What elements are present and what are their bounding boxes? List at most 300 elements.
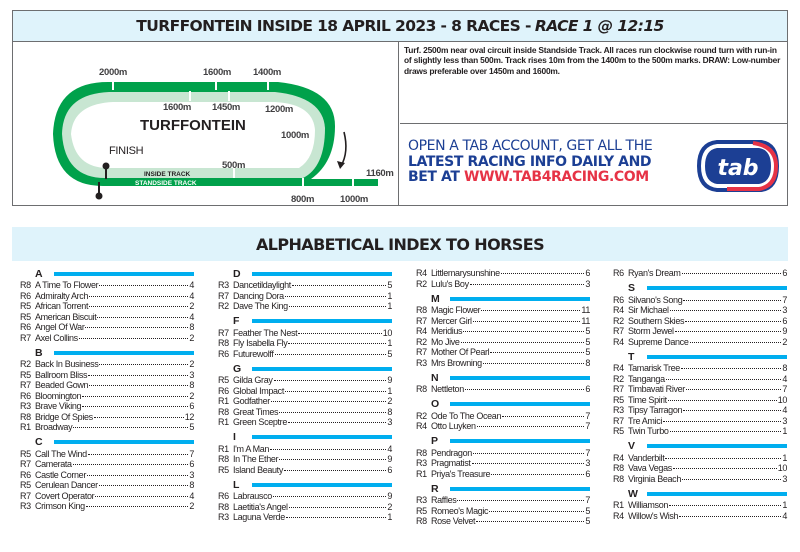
race-number: R5: [20, 480, 31, 490]
letter-heading: [613, 282, 787, 295]
horse-entry: [218, 301, 392, 312]
horse-name: Gilda Gray: [233, 375, 273, 385]
horse-name: Bridge Of Spies: [35, 411, 93, 422]
horse-name: Priya's Treasure: [431, 468, 491, 479]
horse-draw-number: 3: [189, 369, 194, 380]
horse-draw-number: 8: [782, 363, 787, 373]
dot-leader: [682, 273, 782, 274]
horse-draw-number: 5: [585, 347, 590, 357]
letter-heading: [416, 398, 590, 411]
dot-leader: [666, 379, 782, 380]
horse-name: Labrausco: [233, 491, 272, 501]
horse-name: Dave The King: [233, 301, 288, 311]
horse-entry: [218, 349, 392, 360]
dot-leader: [675, 331, 782, 332]
race-number: R8: [416, 384, 427, 394]
letter-heading: [416, 482, 590, 495]
horse-draw-number: 12: [184, 411, 194, 422]
dot-leader: [690, 342, 782, 343]
horse-draw-number: 2: [189, 359, 194, 369]
horse-draw-number: 7: [782, 294, 787, 305]
horse-draw-number: 2: [189, 332, 194, 343]
race-number: R2: [218, 301, 229, 311]
letter-label: M: [431, 292, 440, 305]
letter-label: S: [628, 282, 636, 294]
dot-leader: [463, 331, 584, 332]
horse-entry: [218, 491, 392, 502]
horse-draw-number: 3: [782, 305, 787, 315]
index-column-4: [613, 264, 787, 521]
race-number: R8: [613, 473, 624, 484]
race-number: R6: [613, 268, 624, 278]
horse-entry: [416, 469, 590, 480]
horse-name: Laetitia's Angel: [233, 501, 288, 512]
dot-leader: [279, 412, 386, 413]
horse-name: Silvano's Song: [628, 294, 683, 305]
dot-leader: [298, 333, 381, 334]
horse-name: Beaded Gown: [35, 380, 89, 390]
letter-label: D: [233, 267, 241, 280]
horse-draw-number: 8: [189, 322, 194, 332]
race-number: R7: [218, 327, 229, 338]
track-map: [13, 42, 399, 206]
dot-leader: [288, 422, 386, 423]
horse-entry: [20, 401, 194, 412]
horse-name: Ballroom Bliss: [35, 369, 88, 380]
horse-name: Willow's Wish: [628, 510, 679, 521]
horse-draw-number: 5: [189, 422, 194, 432]
horse-name: Meridius: [431, 326, 463, 336]
horse-entry: [613, 363, 787, 374]
marker-outer-1000m: 1000m: [340, 194, 369, 205]
horse-entry: [613, 426, 787, 437]
dot-leader: [476, 521, 584, 522]
horse-draw-number: 9: [387, 454, 392, 464]
horse-name: Tanganga: [628, 373, 665, 384]
horse-draw-number: 2: [189, 501, 194, 511]
letter-divider-bar: [450, 487, 590, 491]
race-number: R8: [416, 447, 427, 458]
dot-leader: [477, 426, 585, 427]
race-number: R7: [218, 290, 229, 301]
dot-leader: [473, 321, 581, 322]
dot-leader: [99, 485, 189, 486]
horse-draw-number: 9: [782, 326, 787, 336]
horse-draw-number: 5: [387, 280, 392, 290]
race-number: R6: [613, 294, 624, 305]
horse-name: Mercer Girl: [431, 315, 472, 326]
race-number: R5: [613, 394, 624, 405]
letter-divider-bar: [450, 297, 590, 301]
svg-text:tab: tab: [717, 156, 759, 181]
horse-entry: [613, 453, 787, 464]
horse-draw-number: 4: [782, 510, 787, 521]
horse-entry: [20, 301, 194, 312]
horse-name: Mo Jive: [431, 336, 460, 347]
horse-name: Feather The Nest: [233, 327, 298, 338]
race-number: R8: [416, 305, 427, 315]
dot-leader: [681, 368, 781, 369]
horse-name: Laguna Verde: [233, 512, 285, 522]
race-number: R3: [20, 501, 31, 511]
horse-name: Romeo's Magic: [431, 505, 489, 516]
horse-draw-number: 2: [782, 336, 787, 347]
race-number: R5: [20, 311, 31, 322]
letter-label: L: [233, 478, 240, 491]
race-number: R2: [613, 373, 624, 384]
dot-leader: [670, 431, 782, 432]
race-number: R6: [218, 491, 229, 501]
horse-name: Call The Wind: [35, 448, 87, 459]
horse-draw-number: 1: [387, 385, 392, 396]
race-number: R8: [20, 411, 31, 422]
horse-entry: [20, 412, 194, 423]
letter-heading: [20, 436, 194, 449]
horse-draw-number: 1: [387, 338, 392, 348]
horse-name: Ryan's Dream: [628, 268, 681, 278]
letter-label: W: [628, 487, 638, 500]
horse-entry: [613, 374, 787, 385]
tab-logo-icon: [697, 138, 779, 194]
track-description: Turf. 2500m near oval circuit inside Standside Track. All races run clockwise round turn with run-in of slightly less than 500m. Track rises 10m from the 1400m to the 500m marks. DRAW: Low-number draws preferable over 1450m and 1600m.: [400, 42, 787, 124]
race-number: R1: [218, 396, 229, 406]
race-number: R4: [613, 363, 624, 373]
horse-name: Castle Corner: [35, 469, 86, 480]
dot-leader: [99, 364, 188, 365]
letter-divider-bar: [252, 319, 392, 323]
horse-draw-number: 6: [585, 384, 590, 394]
race-number: R6: [218, 385, 229, 396]
dot-leader: [79, 338, 189, 339]
marker-outer-2000m: 2000m: [99, 67, 128, 78]
dot-leader: [663, 421, 781, 422]
dot-leader: [686, 389, 781, 390]
horse-name: Vava Vegas: [628, 463, 672, 473]
race-number: R8: [218, 406, 229, 417]
dot-leader: [465, 389, 584, 390]
horse-name: Williamson: [628, 500, 669, 510]
race-number: R5: [613, 426, 624, 436]
marker-inner-1450m: 1450m: [212, 102, 241, 113]
horse-name: Covert Operator: [35, 490, 95, 501]
letter-heading: [613, 440, 787, 453]
dot-leader: [470, 284, 585, 285]
horse-entry: [20, 280, 194, 291]
horse-draw-number: 5: [585, 336, 590, 347]
dot-leader: [285, 296, 387, 297]
promo-line-1: OPEN A TAB ACCOUNT, GET ALL THE: [408, 138, 653, 154]
horse-draw-number: 7: [585, 495, 590, 505]
letter-divider-bar: [54, 351, 194, 355]
race-number: R1: [20, 422, 31, 432]
horse-draw-number: 6: [585, 268, 590, 278]
letter-label: B: [35, 346, 43, 359]
marker-outer-1400m: 1400m: [253, 67, 282, 78]
horse-name: Vanderbilt: [628, 452, 665, 463]
dot-leader: [292, 285, 386, 286]
dot-leader: [491, 474, 584, 475]
horse-entry: [416, 316, 590, 327]
letter-heading: [218, 431, 392, 444]
horse-entry: [20, 391, 194, 402]
horse-entry: [218, 454, 392, 465]
horse-name: Sir Michael: [628, 305, 669, 315]
race-number: R2: [416, 410, 427, 421]
horse-entry: [20, 322, 194, 333]
promo-line-3-prefix: BET AT: [408, 169, 465, 185]
horse-entry: [20, 470, 194, 481]
standside-track-label: STANDSIDE TRACK: [135, 180, 197, 187]
horse-entry: [20, 370, 194, 381]
race-number: R4: [613, 510, 624, 521]
horse-draw-number: 8: [189, 380, 194, 390]
dot-leader: [85, 327, 188, 328]
dot-leader: [489, 511, 584, 512]
horse-name: Raffles: [431, 495, 457, 505]
letter-heading: [218, 267, 392, 280]
horse-draw-number: 2: [189, 390, 194, 401]
dot-leader: [271, 401, 386, 402]
horse-draw-number: 2: [189, 301, 194, 311]
promo-url-link[interactable]: WWW.TAB4RACING.COM: [464, 169, 649, 185]
horse-entry: [20, 333, 194, 344]
race-number: R8: [218, 501, 229, 512]
horse-draw-number: 8: [387, 406, 392, 417]
dot-leader: [490, 352, 584, 353]
horse-draw-number: 7: [585, 410, 590, 421]
horse-name: American Biscuit: [35, 311, 97, 322]
page-title: [13, 11, 787, 42]
dot-leader: [284, 470, 386, 471]
horse-draw-number: 5: [585, 505, 590, 516]
horse-entry: [613, 463, 787, 474]
letter-heading: [20, 267, 194, 280]
horse-name: Cerulean Dancer: [35, 480, 98, 490]
horse-draw-number: 10: [382, 327, 392, 338]
letter-heading: [218, 362, 392, 375]
horse-name: Broadway: [35, 422, 73, 432]
finish-label: FINISH: [109, 145, 144, 157]
race-number: R7: [20, 380, 31, 390]
horse-name: Godfather: [233, 396, 270, 406]
horse-draw-number: 5: [387, 348, 392, 359]
horse-name: Mrs Browning: [431, 357, 482, 368]
horse-name: Virginia Beach: [628, 473, 681, 484]
horse-entry: [613, 474, 787, 485]
horse-name: Twin Turbo: [628, 426, 669, 436]
dot-leader: [88, 375, 188, 376]
race-number: R3: [416, 495, 427, 505]
race-number: R5: [218, 464, 229, 475]
race-number: R1: [613, 500, 624, 510]
horse-entry: [20, 501, 194, 512]
horse-entry: [416, 384, 590, 395]
dot-leader: [682, 479, 781, 480]
horse-name: Lulu's Boy: [431, 278, 469, 289]
horse-entry: [218, 407, 392, 418]
horse-entry: [20, 480, 194, 491]
marker-outer-1600m: 1600m: [203, 67, 232, 78]
horse-name: Otto Luyken: [431, 421, 476, 431]
horse-entry: [613, 337, 787, 348]
horse-entry: [416, 279, 590, 290]
marker-outer-1160m: 1160m: [366, 168, 394, 179]
letter-divider-bar: [647, 492, 787, 496]
horse-draw-number: 6: [189, 401, 194, 411]
tab-promo-banner[interactable]: [400, 124, 787, 206]
letter-heading: [416, 435, 590, 448]
horse-entry: [218, 338, 392, 349]
letter-label: A: [35, 267, 43, 280]
dot-leader: [279, 459, 386, 460]
horse-entry: [416, 305, 590, 316]
horse-entry: [416, 516, 590, 527]
letter-label: P: [431, 435, 439, 447]
dot-leader: [673, 468, 777, 469]
horse-draw-number: 5: [585, 516, 590, 526]
letter-label: C: [35, 436, 43, 448]
marker-inner-500m: 500m: [222, 160, 246, 171]
horse-draw-number: 4: [782, 405, 787, 415]
horse-draw-number: 1: [782, 426, 787, 436]
horse-entry: [218, 444, 392, 455]
race-number: R7: [20, 490, 31, 501]
race-number: R4: [416, 421, 427, 431]
marker-inner-1200m: 1200m: [265, 104, 294, 115]
horse-draw-number: 3: [782, 473, 787, 484]
race-number: R1: [218, 443, 229, 454]
horse-entry: [416, 506, 590, 517]
race-number: R5: [20, 369, 31, 380]
dot-leader: [73, 427, 188, 428]
horse-name: Storm Jewel: [628, 326, 674, 336]
horse-name: Axel Collins: [35, 332, 78, 343]
horse-name: Nettleton: [431, 384, 464, 394]
race-number: R7: [416, 347, 427, 357]
race-number: R4: [613, 452, 624, 463]
dot-leader: [82, 406, 188, 407]
horse-name: Crimson King: [35, 501, 85, 511]
race-number: R5: [218, 375, 229, 385]
race-number: R8: [218, 338, 229, 348]
dot-leader: [473, 453, 584, 454]
letter-divider-bar: [647, 444, 787, 448]
horse-name: Dancetildaylight: [233, 280, 291, 290]
letter-heading: [613, 350, 787, 363]
race-number: R2: [20, 359, 31, 369]
dot-leader: [95, 496, 188, 497]
letter-heading: [218, 478, 392, 491]
horse-entry: [218, 512, 392, 523]
horse-draw-number: 1: [782, 500, 787, 510]
horse-entry: [416, 358, 590, 369]
letter-divider-bar: [450, 402, 590, 406]
race-number: R6: [218, 348, 229, 359]
horse-entry: [20, 291, 194, 302]
horse-entry: [613, 416, 787, 427]
race-number: R1: [218, 417, 229, 427]
horse-draw-number: 9: [387, 491, 392, 501]
race-number: R4: [416, 326, 427, 336]
horse-entry: [613, 326, 787, 337]
race-number: R4: [613, 336, 624, 347]
race-number: R7: [613, 326, 624, 336]
horse-name: Ode To The Ocean: [431, 410, 502, 421]
horse-entry: [218, 396, 392, 407]
dot-leader: [502, 416, 584, 417]
race-number: R6: [20, 390, 31, 401]
horse-name: Bloomington: [35, 390, 82, 401]
horse-name: Pragmatist: [431, 458, 471, 468]
dot-leader: [89, 385, 188, 386]
horse-draw-number: 6: [782, 315, 787, 326]
horse-entry: [416, 268, 590, 279]
marker-inner-1600m: 1600m: [163, 102, 192, 113]
horse-draw-number: 8: [189, 480, 194, 490]
race-number: R4: [613, 305, 624, 315]
horse-entry: [218, 375, 392, 386]
horse-name: Angel Of War: [35, 322, 85, 332]
horse-entry: [416, 326, 590, 337]
dot-leader: [89, 296, 188, 297]
horse-entry: [218, 280, 392, 291]
horse-draw-number: 4: [189, 280, 194, 290]
race-info-box: [12, 10, 788, 206]
horse-name: Island Beauty: [233, 464, 283, 475]
horse-draw-number: 3: [585, 458, 590, 468]
letter-label: O: [431, 398, 440, 410]
marker-inner-1000m: 1000m: [281, 130, 310, 141]
horse-draw-number: 5: [585, 326, 590, 336]
horse-entry: [416, 421, 590, 432]
letter-divider-bar: [647, 286, 787, 290]
horse-entry: [218, 417, 392, 428]
letter-divider-bar: [252, 367, 392, 371]
horse-entry: [20, 491, 194, 502]
dot-leader: [683, 300, 781, 301]
horse-draw-number: 1: [782, 452, 787, 463]
horse-draw-number: 1: [387, 290, 392, 301]
race-number: R5: [416, 505, 427, 516]
dot-leader: [501, 273, 585, 274]
horse-entry: [416, 411, 590, 422]
letter-heading: [613, 487, 787, 500]
horse-entry: [20, 312, 194, 323]
horse-entry: [416, 347, 590, 358]
horse-name: Great Times: [233, 406, 279, 417]
horse-draw-number: 2: [387, 501, 392, 512]
horse-entry: [416, 458, 590, 469]
horse-entry: [613, 384, 787, 395]
dot-leader: [457, 500, 584, 501]
race-number: R2: [416, 278, 427, 289]
inside-track-label: INSIDE TRACK: [144, 171, 191, 178]
horse-entry: [613, 500, 787, 511]
horse-draw-number: 3: [782, 415, 787, 426]
horse-entry: [20, 422, 194, 433]
horse-draw-number: 8: [585, 357, 590, 368]
letter-heading: [416, 292, 590, 305]
race-number: R3: [416, 357, 427, 368]
horse-name: Mother Of Pearl: [431, 347, 490, 357]
letter-label: R: [431, 482, 439, 495]
index-column-3: [416, 264, 590, 527]
horse-name: Time Spirit: [628, 394, 667, 405]
dot-leader: [472, 463, 585, 464]
dot-leader: [275, 354, 387, 355]
race-number: R1: [416, 468, 427, 479]
horse-entry: [218, 291, 392, 302]
